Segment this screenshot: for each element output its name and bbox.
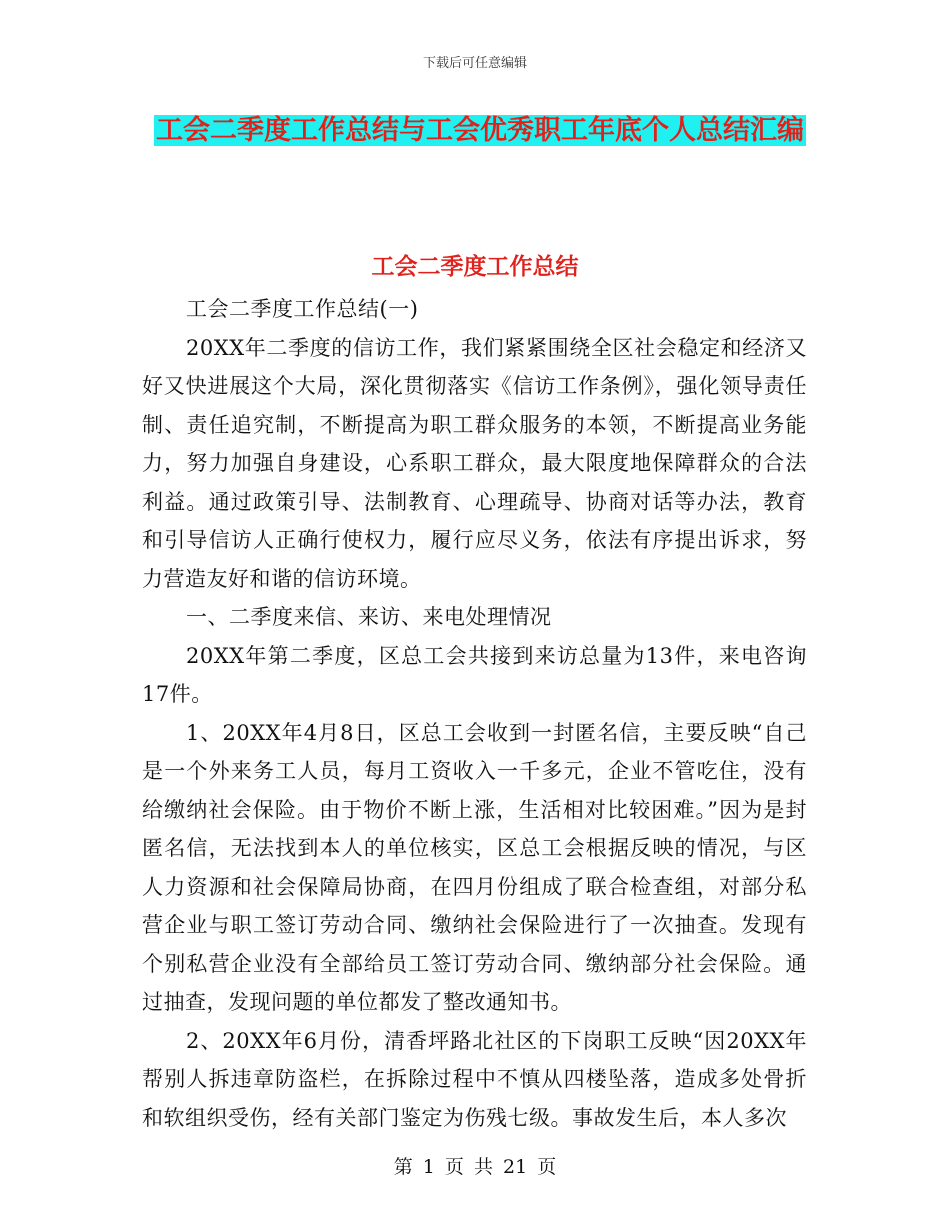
paragraph: 1、20XX年4月8日，区总工会收到一封匿名信，主要反映“自己是一个外来务工人员，每月工资收入一千多元，企业不管吃住，没有给缴纳社会保险。由于物价不断上涨，生活相对比较困难。”因为是封匿名信，无法找到本人的单位核实，区总工会根据反映的情况，与区人力资源和社会保障局协商，在四月份组成了联合检查组，对部分私营企业与职工签订劳动合同、缴纳社会保险进行了一次抽查。发现有个别私营企业没有全部给员工签订劳动合同、缴纳部分社会保险。通过抽查，发现问题的单位都发了整改通知书。 <box>142 720 807 1014</box>
header-note: 下载后可任意编辑 <box>422 56 527 71</box>
document-title-text: 工会二季度工作总结与工会优秀职工年底个人总结汇编 <box>156 115 804 146</box>
document-title <box>140 108 820 154</box>
subsection-heading: 一、二季度来信、来访、来电处理情况 <box>186 605 552 629</box>
document-body <box>142 290 807 1137</box>
page-footer: 第 1 页 共 21 页 <box>393 1156 557 1178</box>
subsection-heading: 工会二季度工作总结(一) <box>186 297 419 321</box>
paragraph: 2、20XX年6月份，清香坪路北社区的下岗职工反映“因20XX年帮别人拆违章防盗栏，在拆除过程中不慎从四楼坠落，造成多处骨折和软组织受伤，经有关部门鉴定为伤残七级。事故发生后，本人多次 <box>142 1028 807 1130</box>
paragraph: 20XX年二季度的信访工作，我们紧紧围绕全区社会稳定和经济又好又快进展这个大局，深化贯彻落实《信访工作条例》，强化领导责任制、责任追究制，不断提高为职工群众服务的本领，不断提高业务能力，努力加强自身建设，心系职工群众，最大限度地保障群众的合法利益。通过政策引导、法制教育、心理疏导、协商对话等办法，教育和引导信访人正确行使权力，履行应尽义务，依法有序提出诉求，努力营造友好和谐的信访环境。 <box>142 335 807 591</box>
section-title: 工会二季度工作总结 <box>371 254 579 280</box>
paragraph: 20XX年第二季度，区总工会共接到来访总量为13件，来电咨询17件。 <box>142 643 807 706</box>
